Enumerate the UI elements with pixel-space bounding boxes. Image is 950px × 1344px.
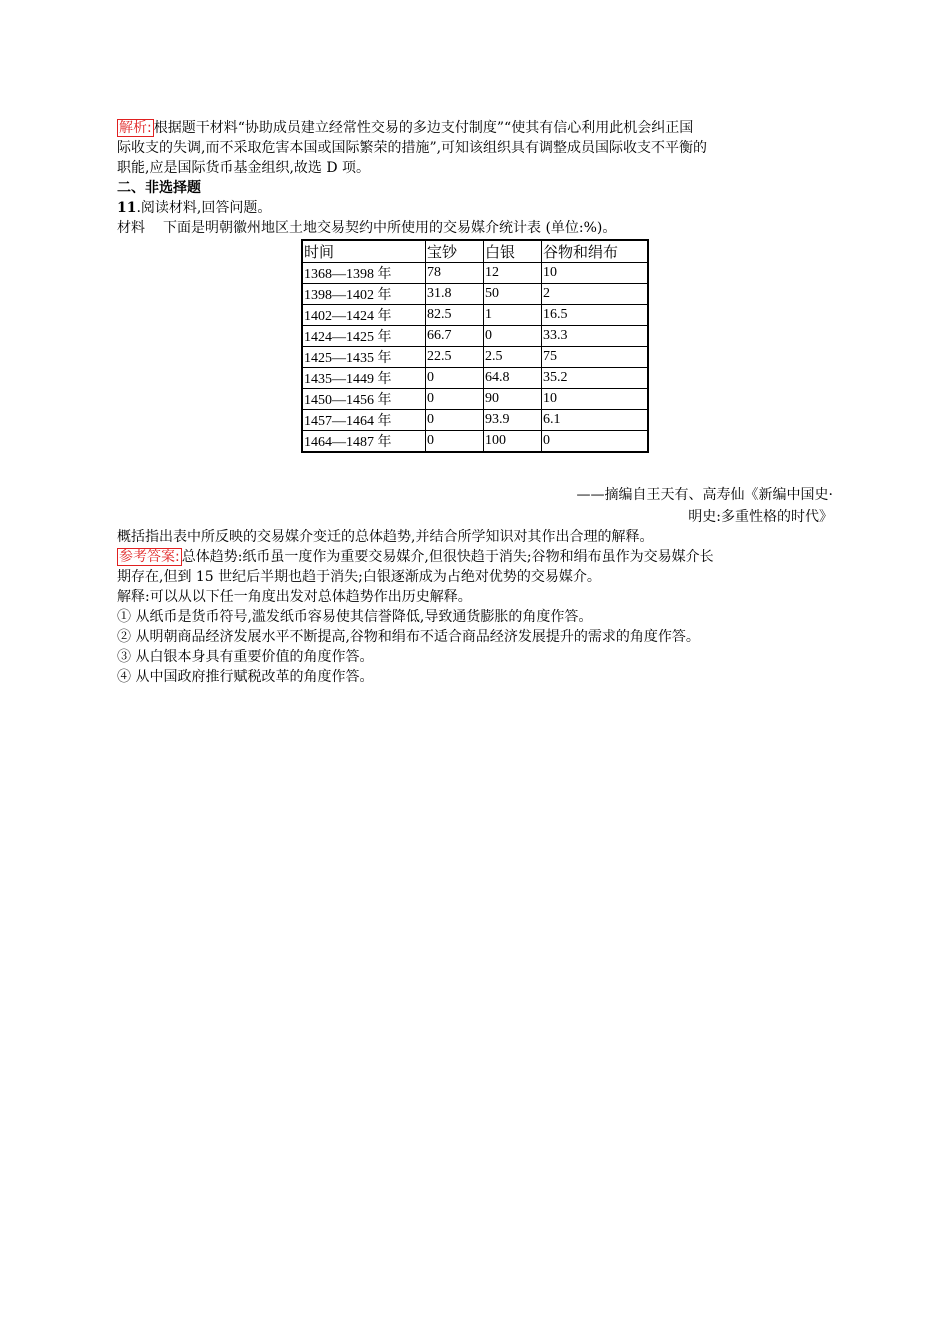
source-line-2: 明史:多重性格的时代》 bbox=[688, 509, 833, 525]
cell-grain-cloth: 10 bbox=[542, 263, 649, 284]
exchange-media-table bbox=[301, 239, 649, 453]
cell-paper-money: 0 bbox=[426, 389, 484, 410]
cell-time: 1398—1402 年 bbox=[302, 284, 426, 305]
cell-grain-cloth: 2 bbox=[542, 284, 649, 305]
cell-time: 1464—1487 年 bbox=[302, 431, 426, 453]
cell-silver: 90 bbox=[484, 389, 542, 410]
table-row bbox=[302, 263, 648, 284]
answer-text-1: 总体趋势:纸币虽一度作为重要交易媒介,但很快趋于消失;谷物和绢布虽作为交易媒介长 bbox=[181, 549, 714, 565]
cell-time: 1402—1424 年 bbox=[302, 305, 426, 326]
table-row bbox=[302, 284, 648, 305]
answer-line-3: 解释:可以从以下任一角度出发对总体趋势作出历史解释。 bbox=[117, 589, 472, 605]
question-prompt: .阅读材料,回答问题。 bbox=[136, 200, 272, 216]
section-heading: 二、非选择题 bbox=[117, 180, 201, 196]
table-row bbox=[302, 431, 648, 453]
cell-grain-cloth: 16.5 bbox=[542, 305, 649, 326]
material-label: 材料 bbox=[117, 220, 145, 236]
cell-silver: 100 bbox=[484, 431, 542, 453]
answer-section bbox=[117, 527, 833, 687]
cell-paper-money: 31.8 bbox=[426, 284, 484, 305]
table-header-row bbox=[302, 240, 648, 263]
cell-silver: 1 bbox=[484, 305, 542, 326]
cell-time: 1424—1425 年 bbox=[302, 326, 426, 347]
cell-paper-money: 22.5 bbox=[426, 347, 484, 368]
question-line bbox=[117, 198, 833, 218]
table-row bbox=[302, 389, 648, 410]
table-row bbox=[302, 326, 648, 347]
cell-time: 1435—1449 年 bbox=[302, 368, 426, 389]
cell-grain-cloth: 6.1 bbox=[542, 410, 649, 431]
answer-point: ④ 从中国政府推行赋税改革的角度作答。 bbox=[117, 669, 374, 685]
header-silver: 白银 bbox=[484, 240, 542, 263]
cell-paper-money: 82.5 bbox=[426, 305, 484, 326]
cell-grain-cloth: 75 bbox=[542, 347, 649, 368]
material-text: 下面是明朝徽州地区土地交易契约中所使用的交易媒介统计表 (单位:%)。 bbox=[163, 220, 617, 236]
table-row bbox=[302, 305, 648, 326]
cell-time: 1425—1435 年 bbox=[302, 347, 426, 368]
analysis-tag: 解析: bbox=[119, 120, 152, 136]
answer-point: ③ 从白银本身具有重要价值的角度作答。 bbox=[117, 649, 374, 665]
table-row bbox=[302, 347, 648, 368]
header-grain-cloth: 谷物和绢布 bbox=[542, 240, 649, 263]
cell-paper-money: 0 bbox=[426, 410, 484, 431]
answer-point: ① 从纸币是货币符号,滥发纸币容易使其信誉降低,导致通货膨胀的角度作答。 bbox=[117, 609, 593, 625]
analysis-line-3: 职能,应是国际货币基金组织,故选 D 项。 bbox=[117, 160, 371, 176]
header-time: 时间 bbox=[302, 240, 426, 263]
material-line bbox=[117, 218, 833, 238]
cell-grain-cloth: 10 bbox=[542, 389, 649, 410]
question-number: 11 bbox=[117, 200, 137, 216]
cell-silver: 12 bbox=[484, 263, 542, 284]
cell-time: 1450—1456 年 bbox=[302, 389, 426, 410]
cell-silver: 50 bbox=[484, 284, 542, 305]
cell-paper-money: 0 bbox=[426, 368, 484, 389]
cell-grain-cloth: 0 bbox=[542, 431, 649, 453]
answer-point: ② 从明朝商品经济发展水平不断提高,谷物和绢布不适合商品经济发展提升的需求的角度作答。 bbox=[117, 629, 700, 645]
cell-silver: 64.8 bbox=[484, 368, 542, 389]
cell-paper-money: 78 bbox=[426, 263, 484, 284]
answer-line-1 bbox=[117, 547, 833, 567]
cell-grain-cloth: 35.2 bbox=[542, 368, 649, 389]
cell-silver: 2.5 bbox=[484, 347, 542, 368]
cell-time: 1457—1464 年 bbox=[302, 410, 426, 431]
analysis-line-2: 际收支的失调,而不采取危害本国或国际繁荣的措施”,可知该组织具有调整成员国际收支不平衡的 bbox=[117, 140, 708, 156]
header-paper-money: 宝钞 bbox=[426, 240, 484, 263]
cell-silver: 0 bbox=[484, 326, 542, 347]
cell-paper-money: 66.7 bbox=[426, 326, 484, 347]
answer-tag: 参考答案: bbox=[119, 549, 180, 565]
table-row bbox=[302, 368, 648, 389]
cell-grain-cloth: 33.3 bbox=[542, 326, 649, 347]
cell-paper-money: 0 bbox=[426, 431, 484, 453]
answer-line-2: 期存在,但到 15 世纪后半期也趋于消失;白银逐渐成为占绝对优势的交易媒介。 bbox=[117, 569, 601, 585]
analysis-text-1: 根据题干材料“协助成员建立经常性交易的多边支付制度”“使其有信心利用此机会纠正国 bbox=[153, 120, 694, 136]
table-row bbox=[302, 410, 648, 431]
source-citation bbox=[117, 484, 833, 528]
source-line-1: ——摘编自王天有、高寿仙《新编中国史· bbox=[576, 487, 833, 503]
cell-silver: 93.9 bbox=[484, 410, 542, 431]
cell-time: 1368—1398 年 bbox=[302, 263, 426, 284]
analysis-line-1 bbox=[117, 118, 833, 138]
document-body bbox=[117, 118, 833, 238]
task-text: 概括指出表中所反映的交易媒介变迁的总体趋势,并结合所学知识对其作出合理的解释。 bbox=[117, 529, 654, 545]
